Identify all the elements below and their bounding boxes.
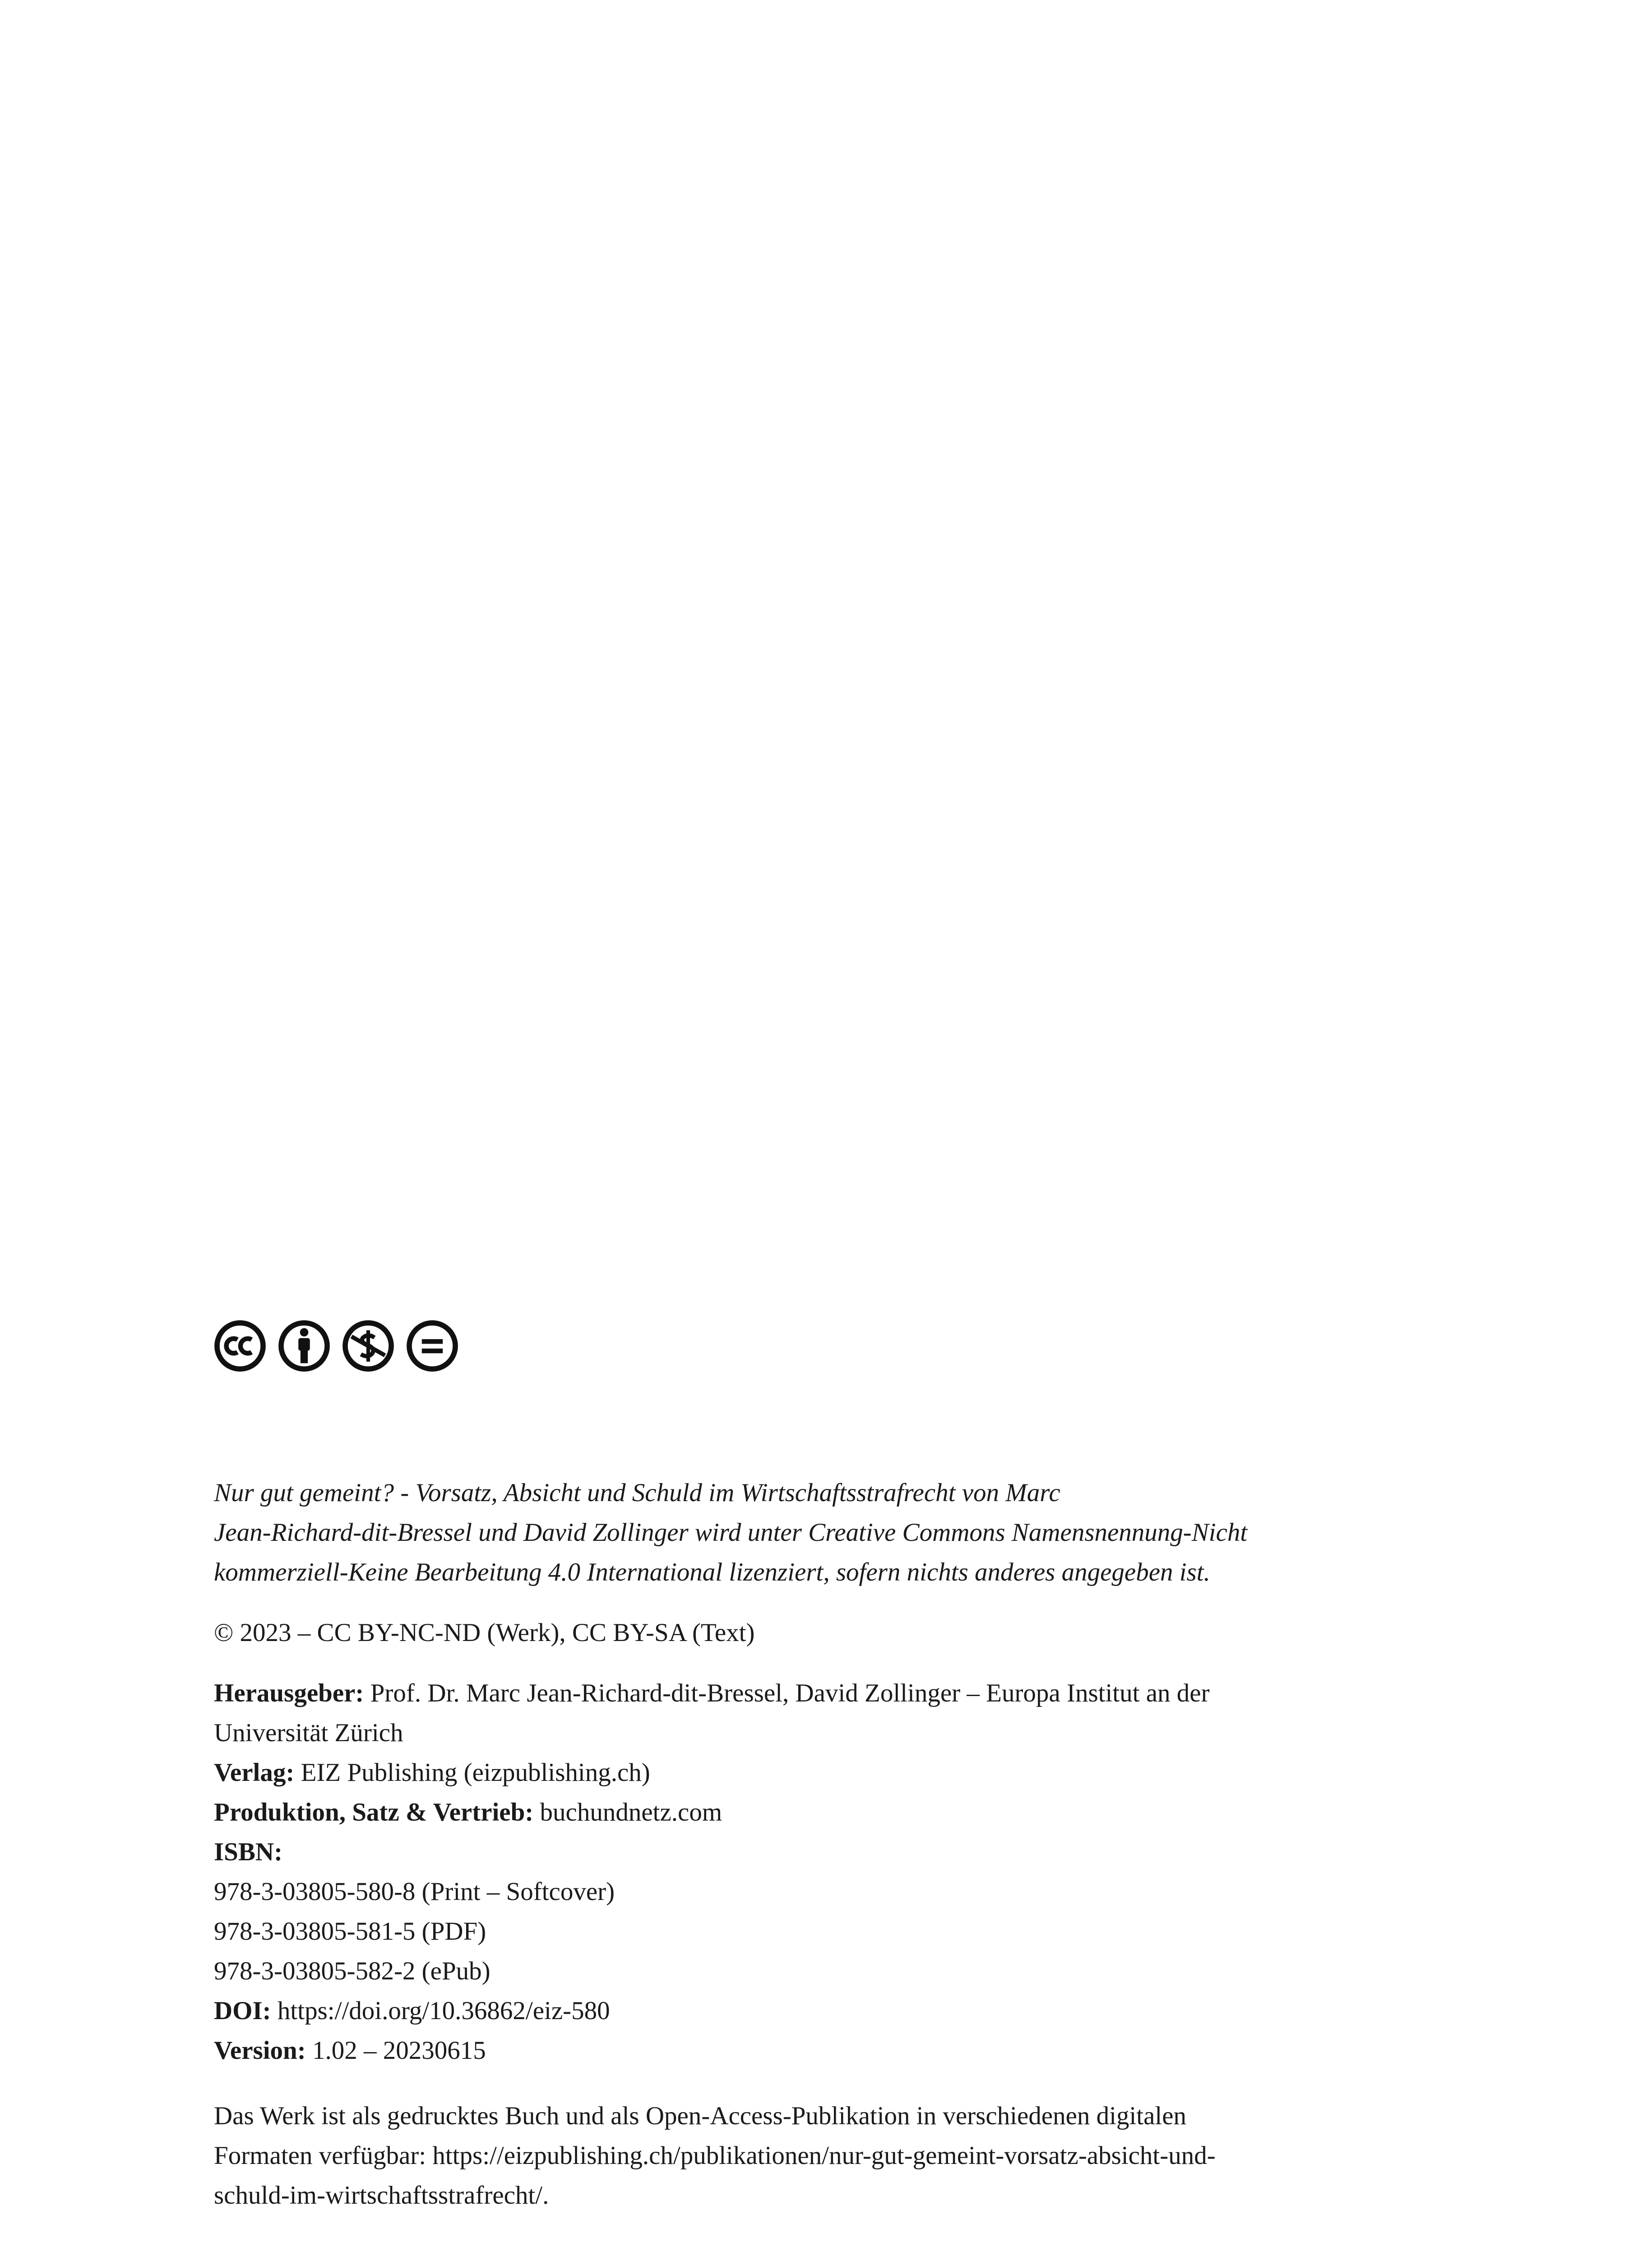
license-statement-line: Nur gut gemeint? - Vorsatz, Absicht und Schuld im Wirtschaftsstrafrecht von Marc: [214, 1479, 1060, 1507]
doi-label: DOI:: [214, 1997, 271, 2025]
version-label: Version:: [214, 2036, 306, 2065]
editor-value: Prof. Dr. Marc Jean-Richard-dit-Bressel, David Zollinger – Europa Institut an der: [364, 1679, 1210, 1707]
editor-line: [214, 1674, 1441, 1713]
imprint-block: [214, 1320, 1441, 2241]
publisher-label: Verlag:: [214, 1758, 295, 1787]
version-value: 1.02 – 20230615: [305, 2036, 486, 2065]
availability-line: Das Werk ist als gedrucktes Buch und als Open-Access-Publikation in verschiedenen digitalen: [214, 2102, 1187, 2130]
copyright-notice: © 2023 – CC BY-NC-ND (Werk), CC BY-SA (Text): [214, 1618, 755, 1647]
doi-line: [214, 1991, 1441, 2031]
production-line: [214, 1793, 1441, 1832]
doi-value: https://doi.org/10.36862/eiz-580: [271, 1997, 610, 2025]
publication-details: [214, 1674, 1441, 2071]
production-label: Produktion, Satz & Vertrieb:: [214, 1798, 534, 1826]
availability-line: schuld-im-wirtschaftsstrafrecht/.: [214, 2181, 549, 2210]
license-statement: [214, 1473, 1441, 1592]
non-commercial-icon: [342, 1320, 394, 1372]
cc-icon: [214, 1320, 266, 1372]
isbn-label-line: [214, 1832, 1441, 1872]
editor-label: Herausgeber:: [214, 1679, 364, 1707]
by-attribution-icon: [278, 1320, 330, 1372]
availability-line: Formaten verfügbar: https://eizpublishing.ch/publikationen/nur-gut-gemeint-vorsatz-absicht-und-: [214, 2141, 1216, 2170]
license-statement-line: kommerziell-Keine Bearbeitung 4.0 International lizenziert, sofern nichts anderes angegeben ist.: [214, 1558, 1210, 1586]
editor-value-continued: Universität Zürich: [214, 1719, 403, 1747]
isbn-epub: 978-3-03805-582-2 (ePub): [214, 1957, 491, 1985]
version-line: [214, 2031, 1441, 2071]
isbn-pdf: 978-3-03805-581-5 (PDF): [214, 1917, 486, 1946]
isbn-label: ISBN:: [214, 1838, 283, 1866]
no-derivatives-icon: [406, 1320, 458, 1372]
license-statement-line: Jean-Richard-dit-Bressel und David Zollinger wird unter Creative Commons Namensnennung-Nicht: [214, 1518, 1248, 1547]
publisher-value: EIZ Publishing (eizpublishing.ch): [294, 1758, 650, 1787]
license-icons: [214, 1320, 1441, 1373]
production-value: buchundnetz.com: [533, 1798, 722, 1826]
availability-statement: [214, 2096, 1441, 2215]
publisher-line: [214, 1753, 1441, 1793]
isbn-print: 978-3-03805-580-8 (Print – Softcover): [214, 1877, 615, 1906]
